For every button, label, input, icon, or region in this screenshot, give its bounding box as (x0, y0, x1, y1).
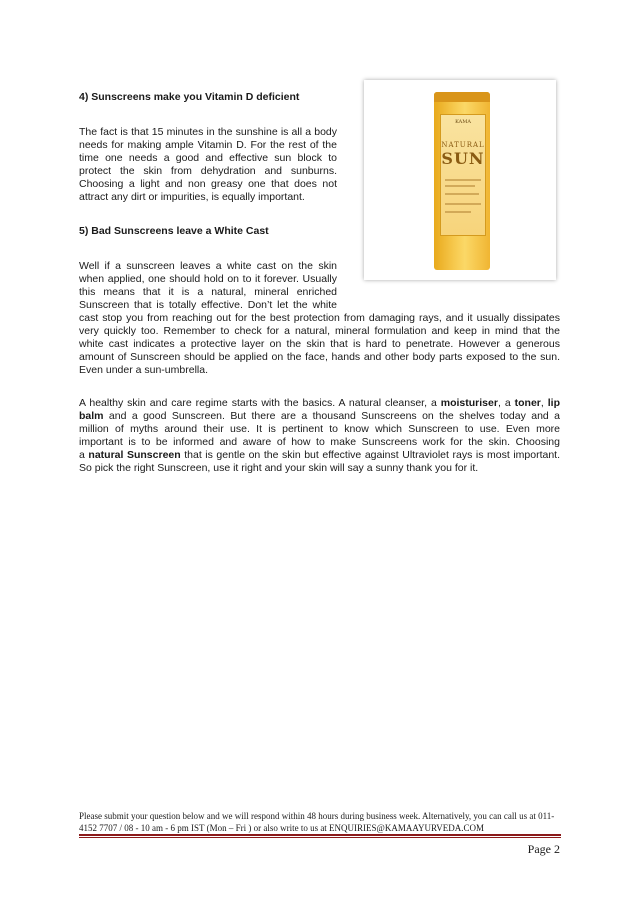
footer-line: 4152 7707 / 08 - 10 am - 6 pm IST (Mon – Fri ) or also write to us at ENQUIRIES@KAMAAYURVEDA.COM (79, 823, 485, 833)
paragraph-vitamin-d (79, 126, 337, 204)
heading-vitamin-d: 4) Sunscreens make you Vitamin D deficient (79, 91, 300, 103)
text-run: A healthy skin and care regime starts with the basics. A natural cleanser, a (79, 397, 441, 409)
paragraph-line: protect the skin from dehydration and sunburns. (79, 165, 337, 177)
paragraph-line: very quickly too. Remember to check for a natural, mineral formulation and keep in mind that the (79, 325, 560, 337)
paragraph-line: million of myths around their use. It is pertinent to know which Sunscreen to use. Even more (79, 423, 560, 435)
footer-divider-thin (79, 837, 561, 838)
paragraph-line: when applied, one should hold on to it forever. Usually (79, 273, 337, 285)
product-line-natural: NATURAL (441, 141, 485, 149)
paragraph-line: Choosing a light and non greasy one that does not (79, 178, 337, 190)
paragraph-line: time one needs a good and effective sun block to (79, 152, 337, 164)
bold-moisturiser: moisturiser (440, 397, 498, 409)
label-text-decoration (445, 193, 479, 195)
paragraph-line: this means that it is a natural, mineral enriched (79, 286, 337, 298)
paragraph-line: attract any dirt or impurities, is equally important. (79, 191, 305, 203)
bold-toner: toner (514, 397, 541, 409)
text-run: and a good Sunscreen. But there are a thousand Sunscreens on the shelves today and a (103, 410, 560, 422)
text-run: that is gentle on the skin but effective against Ultraviolet rays is most important. (180, 449, 561, 461)
text-run: a (79, 449, 89, 461)
paragraph-conclusion (79, 397, 560, 475)
product-image (364, 80, 556, 280)
paragraph-line (79, 397, 560, 410)
heading-white-cast: 5) Bad Sunscreens leave a White Cast (79, 225, 269, 237)
product-brand: KAMA (455, 119, 471, 125)
bold-natural-sunscreen: natural Sunscreen (88, 449, 181, 461)
label-text-decoration (445, 211, 471, 213)
paragraph-line: important is to be informed and aware of how to make Sunscreens work for the skin. Choosing (79, 436, 560, 448)
paragraph-line: Well if a sunscreen leaves a white cast on the skin (79, 260, 337, 272)
paragraph-line: Even under a sun-umbrella. (79, 364, 208, 376)
tube-label (440, 114, 486, 236)
paragraph-line (79, 449, 560, 462)
paragraph-line: So pick the right Sunscreen, use it right and your skin will say a sunny thank you for it. (79, 462, 479, 474)
paragraph-line: The fact is that 15 minutes in the sunshine is all a body (79, 126, 337, 138)
paragraph-white-cast-full (79, 312, 560, 377)
product-line-sun: SUN (441, 149, 485, 168)
footer-line: Please submit your question below and we will respond within 48 hours during business week. Alternatively, you can call us at 011- (79, 811, 555, 821)
bold-balm: balm (79, 410, 104, 422)
text-run: , a (497, 397, 515, 409)
tube-cap (434, 92, 490, 102)
sunscreen-tube (434, 92, 490, 270)
paragraph-line: needs for making ample Vitamin D. For the rest of the (79, 139, 337, 151)
paragraph-line: cast stop you from reaching out for the best protection from damaging rays, and it usually dissipates (79, 312, 560, 324)
footer-divider (79, 834, 561, 836)
label-text-decoration (445, 179, 481, 181)
paragraph-line: white cast indicates a protective layer on the skin that is hard to penetrate. However a generous (79, 338, 560, 350)
paragraph-line (79, 410, 560, 423)
paragraph-line: amount of Sunscreen should be applied on the face, hands and other body parts exposed to the sun. (79, 351, 560, 363)
footer-contact (79, 810, 561, 834)
text-run: , (540, 397, 548, 409)
page-number: Page 2 (527, 842, 560, 856)
label-text-decoration (445, 203, 481, 205)
bold-lip: lip (547, 397, 560, 409)
label-text-decoration (445, 185, 475, 187)
paragraph-white-cast-narrow (79, 260, 337, 312)
paragraph-line: Sunscreen that is totally effective. Don’t let the white (79, 299, 337, 311)
